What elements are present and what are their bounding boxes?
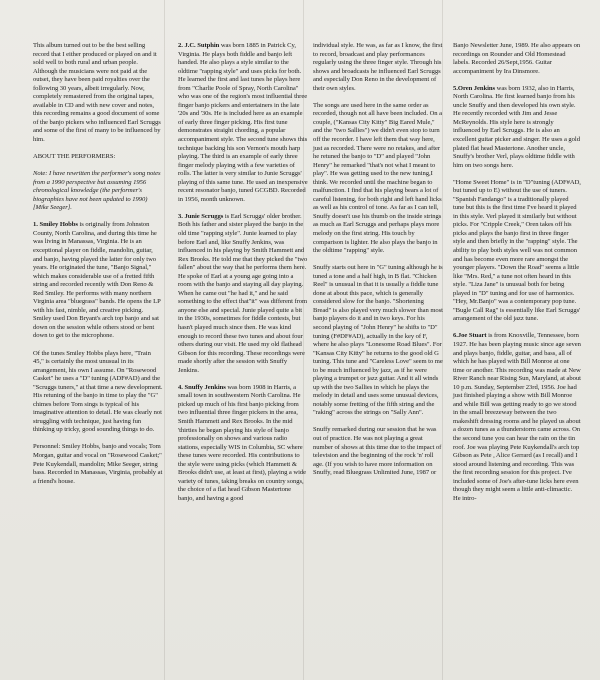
paragraph: individual style. He was, as far as I know, the first to record, broadcast and play performances regularly using the three finger style. Through his shows and broadcasts he influenced Earl Scruggs and especially Don Reno in the development of their own styles.	[313, 42, 443, 92]
performer-bio: is Earl Scruggs' older brother. Both his father and sister played the banjo in the old time "rapping style". Junie learned to play before Earl and, like Snuffy Jenkins, was influenced in his playing by Smith Hammett and Rex Brooks. He told me that they picked the "two fallen" about the way that he performs them here. He spoke of Earl at a young age going into a room with the banjo and staying all day playing. When he came out "he had it," and he said something to the effect that"it" was different from anyone else and special. Junie played quite a bit in the 1930s, sometimes for fiddle contests, but hasn't played much since then. He was kind enough to record these two tunes and about four others during our visit. He used my old flathead Gibson for this recording. These recordings were made shortly after the session with Snuffy Jenkins.	[178, 212, 308, 374]
performer-joe-stuart	[453, 332, 581, 503]
performer-name: J.C. Sutphin	[184, 42, 220, 49]
performer-number: 6.	[453, 332, 458, 340]
performer-junie-scruggs	[178, 213, 308, 375]
performer-smiley-hobbs	[33, 221, 163, 341]
performer-number: 1.	[33, 221, 38, 229]
personnel-paragraph: Personnel: Smiley Hobbs, banjo and vocals; Tom Morgan, guitar and vocal on "Rosewood Casket;" Pete Kuykendall, mandolin; Mike Seeger, string bass. Recorded in Manassas, Virginia, probably at a friend's house.	[33, 443, 163, 485]
performer-name: Snuffy Jenkins	[184, 383, 226, 391]
performer-snuffy-jenkins	[178, 384, 308, 504]
paragraph: Snuffy starts out here in "G" tuning although he is tuned a tone and a half high, in B flat. "Chicken Reel" is unusual in that it is usually a fiddle tune done at about this pace, which is generally considered slow for the banjo. "Shortening Bread" is also played very much slower than most banjo players do it and in two keys. For his second playing of "John Henry" he shifts to "D" tuning (F#DF#AD), actually in the key of F, where he also plays "Lonesome Road Blues". For "Kansas City Kitty" he returns to the good old G tuning. This tune and "Careless Love" seem to me to be much influenced by jazz, as if he were playing a trumpet or jazz guitar. And it all winds up with the two Sallies in which he plays the melody in detail and uses some unusual devices, notably some fretting of the fifth string and the "raking" across the strings on "Sally Ann".	[313, 264, 443, 417]
text-column-3	[313, 42, 443, 478]
performer-number: 3.	[178, 212, 183, 220]
editor-note: Note: I have rewritten the performer's song notes from a 1990 perspective but assuming 1956 chronological knowledge (the performer's biographies have not been updated to 1990) [Mike Seeger].	[33, 170, 161, 212]
column-divider	[164, 0, 165, 680]
performer-bio: is from Knoxville, Tennessee, born 1927. He has been playing music since age seven and plays banjo, fiddle, guitar, and bass, all of which he has played with Bill Monroe at one time or another. This recording was made at New River Ranch near Rising Sun, Maryland, at about 10 p.m. Sunday, September 23rd, 1956. Joe had just finished playing a show with Bill Monroe and while Bill was getting ready to go we stood in the small breezeway between the two makeshift dressing rooms and he played us about a dozen tunes as a thunderstorm came across. On the second tune you can hear the rain on the tin roof. Joe was playing Pete Kuykendall's arch top Gibson as Pete , Alice Gerrard (as I recall) and I stood around listening and recording. This was the first recording session for this project. I've included some of Joe's after-tune licks here even though they might seem a little anti-climactic. He intro-	[453, 332, 581, 502]
text-column-1	[33, 42, 163, 486]
performer-number: 4.	[178, 383, 183, 391]
text-column-4	[453, 42, 581, 503]
performer-bio: was born 1932, also in Harris, North Carolina. He first learned banjo from his uncle Snuffy and then developed his own style. He recently recorded with Jim and Jesse McReynolds. His style here is strongly influenced by Earl Scruggs. He is also an excellent guitar picker and singer. He uses a gold plated flat head Mastertone. Another uncle, Snuffy's brother Verl, plays oldtime fiddle with him on two songs here.	[453, 84, 580, 169]
text-column-2	[178, 42, 308, 503]
performer-bio: is originally from Johnston County, North Carolina, and during this time he was living in Manassas, Virginia. He is an exceptional player on fiddle, mandolin, guitar, and banjo, having played the latter for only two years. He originated the tune, "Banjo Signal," which makes considerable use of a fretted fifth string and recorded recently with Don Reno & Red Smiley. He performs with many northern Virginia area "bluegrass" bands. He opens the LP with his fast, nimble, and creative picking. Smiley used Don Bryant's arch top banjo and sat down on the session while others stood or bent down to get to the microphone.	[33, 221, 161, 340]
section-heading: ABOUT THE PERFORMERS:	[33, 153, 116, 161]
paragraph: Banjo Newsletter June, 1989. He also appears on recordings on Rounder and Old Homestead labels. Recorded 26/Sept,1956. Guitar accompaniment by Ira Dinsmore.	[453, 42, 581, 75]
paragraph: The songs are used here in the same order as recorded, though not all have been included. On a couple, ("Kansas City Kitty" Big Eared Mule," and the "two Sallies") we didn't even stop to turn off the recorder. I have left them that way here, just as recorded. There were no retakes, and after he retuned the banjo to "D" and played "John Henry" he remarked "that's not what I meant to play". He was getting used to the new tuning,I think. We recorded until the machine began to malfunction. I find that his playing bears a lot of careful listening, for both right and left hand licks as well as his control of tone. As far as I can tell, Snuffy doesn't use his thumb on the inside strings as much as Earl Scruggs and perhaps plays more melody on the first string. His touch by comparison is lighter. He also plays the banjo in the oldtime "rapping" style.	[313, 101, 443, 255]
performer-oren-jenkins	[453, 85, 581, 170]
performer-number: 5.	[453, 84, 458, 92]
performer-name: Junie Scruggs	[184, 212, 224, 220]
paragraph: "Home Sweet Home" is in "D"tuning (ADF#AD, but tuned up to E) without the use of tuners. "Spanish Fandango" is a traditionally played tune but this is the first time I've heard it played in this style. Verl played it similarly but without picks. For "Cripple Creek," Oren takes off his picks and plays the banjo first in three finger style and then briefly in the "rapping" style. The ability to play both styles well was not common and has become even more rare amongst the younger players. "Down the Road" seems a little like "Mrs. Red," a tune not often heard in this style. "Liza Jane" is unusual both for being played in "D" tuning and for use of harmonics. "Hey, Mr.Banjo" was a contemporary pop tune. "Bugle Call Rag" is essentially like Earl Scruggs' arrangement of the old jazz tune.	[453, 178, 581, 323]
paragraph: Snuffy remarked during our session that he was out of practice. He was not playing a great number of shows at this time due to the impact of television and the beginning of the rock 'n' roll age. (If you wish to have more information on Snuffy, read Bluegrass Unlimited June, 1987 or	[313, 426, 442, 477]
performer-name: Smiley Hobbs	[39, 221, 78, 229]
performer-number: 2.	[178, 42, 183, 49]
intro-paragraph: This album turned out to be the best selling record that I either produced or played on and it sold well to both rural and urban people. Although the musicians were not paid at the outset, they have been paid royalties over the following 30 years, albeit irregularly. Now, completely remastered from the original tapes, available in CD and with new cover and notes, this recording remains a good document of some of the banjo pickers who influenced Earl Scruggs and some of the first of many to be influenced by him.	[33, 42, 161, 144]
paragraph: Of the tunes Smiley Hobbs plays here, "Train 45," is certainly the most unusual in its arrangement, his own I assume. On "Rosewood Casket" he uses a "D" tuning (ADF#AD) and the "Scruggs tuners," at that time a new development. His retuning of the banjo in time to play the "G" chimes before Tom sings is typical of his imaginative attention to detail. He was clearly not struggling with technique, just having fun thinking up tricky, good sounding things to do.	[33, 349, 163, 434]
performer-bio: was born 1885 in Patrick Cy, Virginia. He plays both fiddle and banjo left handed. He also plays a style similar to the oldtime "rapping style" and uses picks for both. He learned the first and last tunes he plays here from "Charlie Poole of Spray, North Carolina" who was one of the region's most influential three finger banjo pickers and entertainers in the late '20s and '30s. He is included here as an example of early three finger picking. His first tune demonstrates straight chording, a popular accompaniment style. The second tune shows this technique backing his son Vernon's mouth harp playing. The third is an example of early three finger melody playing with a few varieties of rolls. The latter is very similar to Junie Scruggs' playing of this same tune. He used an inexpensive recent resonator banjo, tuned GCGBD. Recorded in 1956, month unknown.	[178, 42, 308, 203]
performer-name: Joe Stuart	[457, 332, 487, 340]
performer-bio: was born 1908 in Harris, a small town in southwestern North Carolina. He picked up much of his first banjo picking from two influential three finger pickers in the area, Smith Hammett and Rex Brooks. In the mid 'thirties he began playing his style of banjo professionally on shows and various radio stations, especially WIS in Columbia, SC where these tunes were recorded. His contributions to the style were using picks (which Hammett & Brooks didn't use, at least at first), playing a wide variety of tunes, taking breaks on country songs, the choice of a flat head Gibson Mastertone banjo, and having a good	[178, 383, 307, 502]
performer-jc-sutphin	[178, 42, 308, 204]
performer-name: Oren Jenkins	[457, 84, 496, 92]
